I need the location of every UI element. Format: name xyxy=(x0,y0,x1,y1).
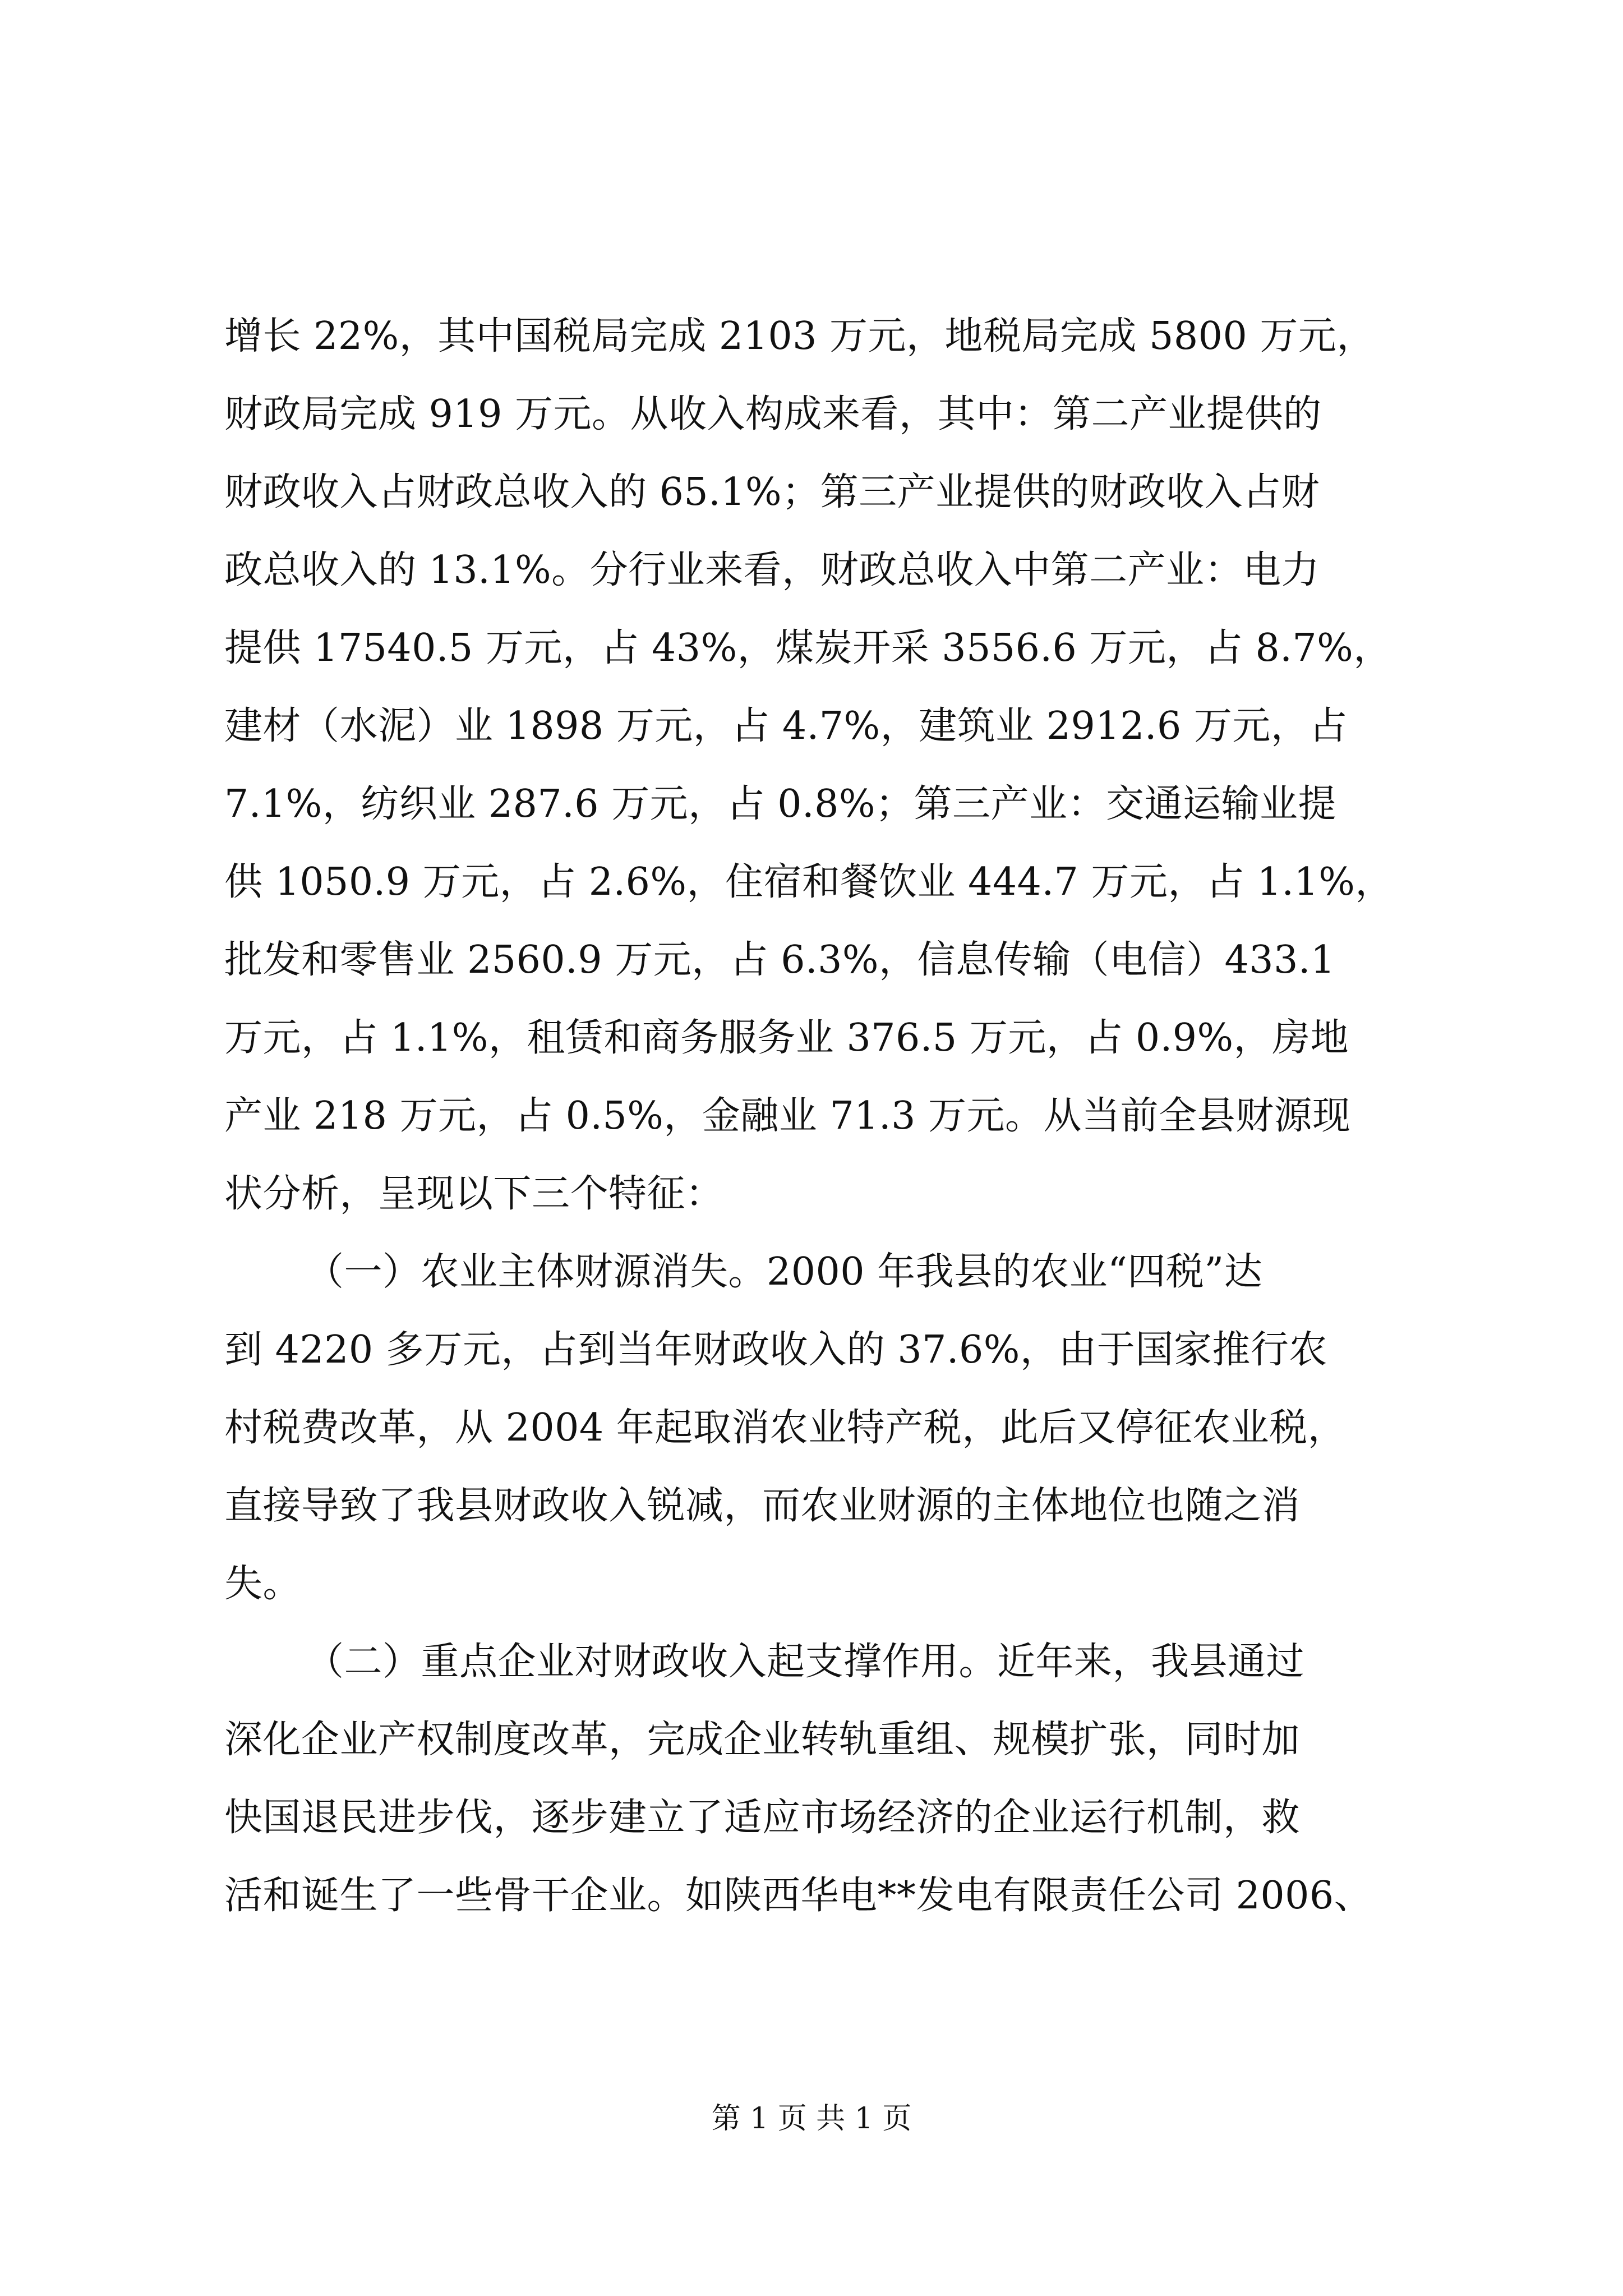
paragraph-heading-1: （一）农业主体财源消失。2000 年我县的农业“四税”达 xyxy=(306,1250,1263,1294)
text-line: 7.1%，纺织业 287.6 万元，占 0.8%；第三产业：交通运输业提 xyxy=(224,782,1337,826)
text-line: 建材（水泥）业 1898 万元，占 4.7%，建筑业 2912.6 万元，占 xyxy=(224,704,1348,748)
text-line: 村税费改革，从 2004 年起取消农业特产税，此后又停征农业税， xyxy=(224,1406,1347,1450)
text-line: 产业 218 万元，占 0.5%，金融业 71.3 万元。从当前全县财源现 xyxy=(224,1094,1351,1138)
text-line: 财政局完成 919 万元。从收入构成来看，其中：第二产业提供的 xyxy=(224,392,1322,436)
text-line: 增长 22%，其中国税局完成 2103 万元，地税局完成 5800 万元， xyxy=(224,314,1375,358)
text-line: 快国退民进步伐，逐步建立了适应市场经济的企业运行机制，救 xyxy=(224,1796,1301,1840)
text-line: 深化企业产权制度改革，完成企业转轨重组、规模扩张，同时加 xyxy=(224,1718,1301,1762)
page-number-footer: 第 1 页 共 1 页 xyxy=(711,2102,912,2136)
text-line: 批发和零售业 2560.9 万元，占 6.3%，信息传输（电信）433.1 xyxy=(224,938,1335,982)
text-line: 政总收入的 13.1%。分行业来看，财政总收入中第二产业：电力 xyxy=(224,548,1320,592)
text-line: 直接导致了我县财政收入锐减，而农业财源的主体地位也随之消 xyxy=(224,1484,1301,1528)
text-line: 失。 xyxy=(224,1562,302,1606)
text-line: 提供 17540.5 万元，占 43%，煤炭开采 3556.6 万元，占 8.7%， xyxy=(224,626,1392,670)
text-line: 状分析，呈现以下三个特征： xyxy=(224,1172,724,1216)
text-line: 供 1050.9 万元，占 2.6%，住宿和餐饮业 444.7 万元，占 1.1%， xyxy=(224,860,1394,904)
text-line: 财政收入占财政总收入的 65.1%；第三产业提供的财政收入占财 xyxy=(224,470,1320,514)
paragraph-heading-2: （二）重点企业对财政收入起支撑作用。近年来，我县通过 xyxy=(306,1640,1305,1684)
text-line: 万元，占 1.1%，租赁和商务服务业 376.5 万元，占 0.9%，房地 xyxy=(224,1016,1349,1060)
text-line: 到 4220 多万元，占到当年财政收入的 37.6%，由于国家推行农 xyxy=(224,1328,1327,1372)
text-line: 活和诞生了一些骨干企业。如陕西华电**发电有限责任公司 2006、 xyxy=(224,1874,1373,1918)
